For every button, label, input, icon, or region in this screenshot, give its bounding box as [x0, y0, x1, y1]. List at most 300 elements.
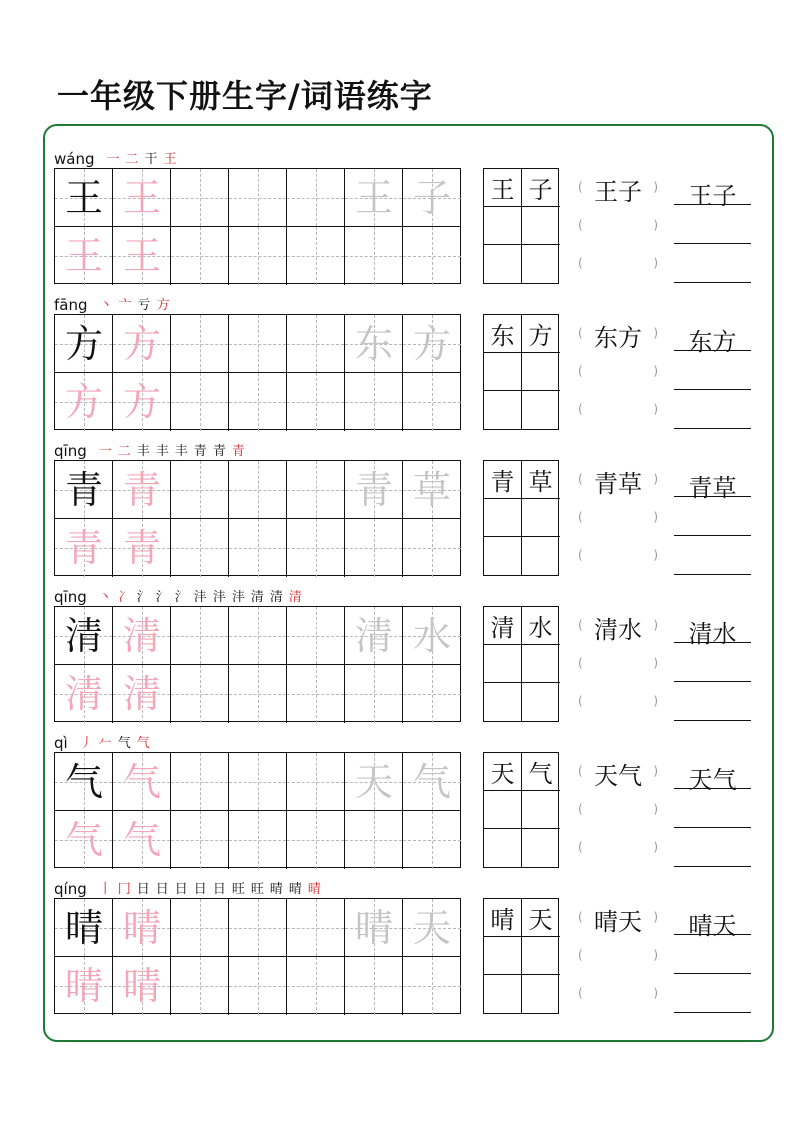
grid-cell[interactable] [287, 227, 345, 285]
pinyin-label: fāng [54, 296, 88, 314]
trace-char: 方 [64, 380, 103, 424]
paren-left: ( [578, 402, 583, 416]
grid-cell[interactable] [171, 899, 229, 957]
trace-char: 清 [122, 672, 161, 716]
grid-cell[interactable] [403, 753, 461, 811]
stroke-step: 方 [156, 298, 170, 313]
grid-cell[interactable] [287, 373, 345, 431]
paren-right: ) [653, 694, 658, 708]
writing-line[interactable] [674, 243, 751, 244]
grid-cell[interactable] [113, 607, 171, 665]
char-block-6 [54, 876, 754, 1016]
grid-cell[interactable] [55, 461, 113, 519]
pinyin-line [54, 730, 156, 752]
word-char: 王 [490, 176, 515, 204]
paren-right: ) [653, 510, 658, 524]
line-word: 青草 [688, 474, 737, 502]
grid-cell[interactable] [229, 665, 287, 723]
paren-right: ) [653, 402, 658, 416]
paren-row [578, 256, 658, 276]
word-cell[interactable] [484, 315, 522, 353]
grid-cell[interactable] [345, 753, 403, 811]
paren-left: ( [578, 694, 583, 708]
grid-cell[interactable] [171, 753, 229, 811]
grid-cell[interactable] [55, 607, 113, 665]
grid-cell[interactable] [113, 519, 171, 577]
stroke-step: 晴 [307, 882, 321, 897]
grid-cell[interactable] [403, 315, 461, 373]
grid-cell[interactable] [171, 373, 229, 431]
stroke-step: 清 [288, 590, 302, 605]
stroke-step: 清 [269, 590, 283, 605]
pinyin-label: qīng [54, 588, 87, 606]
paren-word: 清水 [594, 616, 642, 644]
word-cell[interactable] [484, 391, 522, 429]
stroke-step: 冂 [117, 882, 131, 897]
guide-line [316, 519, 317, 577]
word-cell[interactable] [484, 607, 522, 645]
grid-cell[interactable] [345, 373, 403, 431]
guide-line [432, 373, 433, 431]
grid-cell[interactable] [55, 169, 113, 227]
stroke-order [99, 882, 327, 898]
grid-cell[interactable] [403, 957, 461, 1015]
guide-line [374, 519, 375, 577]
writing-lines [674, 314, 751, 430]
trace-char: 王 [354, 176, 393, 220]
word-box [483, 752, 559, 868]
grid-cell[interactable] [171, 607, 229, 665]
grid-cell[interactable] [403, 811, 461, 869]
paren-row [578, 218, 658, 238]
word-char: 天 [490, 760, 515, 788]
grid-cell[interactable] [229, 519, 287, 577]
grid-cell[interactable] [345, 665, 403, 723]
guide-line [258, 461, 259, 518]
guide-line [432, 665, 433, 723]
paren-column [578, 758, 658, 868]
trace-char: 清 [354, 614, 393, 658]
stroke-step: 丨 [98, 882, 112, 897]
paren-row [578, 324, 658, 352]
word-cell[interactable] [484, 353, 522, 391]
grid-cell[interactable] [113, 461, 171, 519]
char-block-1 [54, 146, 754, 286]
word-cell[interactable] [484, 753, 522, 791]
guide-line [258, 899, 259, 956]
guide-line [200, 753, 201, 810]
word-cell[interactable] [522, 461, 560, 499]
grid-cell[interactable] [171, 665, 229, 723]
trace-char: 王 [64, 234, 103, 278]
grid-cell[interactable] [113, 753, 171, 811]
word-cell[interactable] [522, 207, 560, 245]
stroke-step: 晴 [288, 882, 302, 897]
grid-cell[interactable] [345, 899, 403, 957]
word-char: 清 [490, 614, 515, 642]
grid-cell[interactable] [403, 169, 461, 227]
word-box [483, 168, 559, 284]
paren-right: ) [653, 326, 658, 340]
paren-left: ( [578, 472, 583, 486]
paren-left: ( [578, 256, 583, 270]
word-cell[interactable] [484, 829, 522, 867]
word-cell[interactable] [522, 829, 560, 867]
stroke-step: 二 [125, 152, 139, 167]
guide-line [374, 957, 375, 1015]
grid-cell[interactable] [345, 811, 403, 869]
grid-cell[interactable] [229, 315, 287, 373]
model-char: 王 [64, 176, 103, 220]
grid-cell[interactable] [229, 899, 287, 957]
paren-row [578, 364, 658, 384]
paren-right: ) [653, 986, 658, 1000]
writing-lines [674, 168, 751, 284]
model-char: 晴 [64, 906, 103, 950]
paren-left: ( [578, 510, 583, 524]
writing-line[interactable] [674, 827, 751, 828]
guide-line [316, 811, 317, 869]
trace-char: 王 [122, 176, 161, 220]
trace-char: 草 [412, 468, 451, 512]
word-cell[interactable] [484, 683, 522, 721]
stroke-order [100, 298, 176, 314]
pinyin-label: qīng [54, 442, 87, 460]
writing-line[interactable] [674, 574, 751, 575]
stroke-step: 丶 [99, 298, 113, 313]
guide-line [200, 665, 201, 723]
grid-cell[interactable] [171, 315, 229, 373]
word-cell[interactable] [484, 975, 522, 1013]
writing-line[interactable] [674, 866, 751, 867]
word-cell[interactable] [484, 791, 522, 829]
grid-cell[interactable] [229, 227, 287, 285]
grid-cell[interactable] [345, 169, 403, 227]
grid-cell[interactable] [287, 315, 345, 373]
guide-line [258, 665, 259, 723]
grid-cell[interactable] [113, 227, 171, 285]
guide-line [316, 899, 317, 956]
writing-line[interactable] [674, 282, 751, 283]
paren-left: ( [578, 326, 583, 340]
grid-cell[interactable] [171, 169, 229, 227]
guide-line [316, 227, 317, 285]
paren-right: ) [653, 840, 658, 854]
trace-char: 晴 [122, 906, 161, 950]
trace-char: 天 [354, 760, 393, 804]
word-box [483, 314, 559, 430]
grid-cell[interactable] [229, 957, 287, 1015]
guide-line [432, 227, 433, 285]
guide-line [374, 373, 375, 431]
word-char: 晴 [490, 906, 515, 934]
guide-line [432, 519, 433, 577]
stroke-step: 冫 [117, 590, 131, 605]
stroke-step: 丿 [79, 736, 93, 751]
guide-line [258, 607, 259, 664]
word-char: 天 [528, 906, 553, 934]
paren-left: ( [578, 548, 583, 562]
word-cell[interactable] [522, 607, 560, 645]
word-cell[interactable] [484, 899, 522, 937]
paren-row [578, 178, 658, 206]
word-char: 子 [528, 176, 553, 204]
paren-left: ( [578, 218, 583, 232]
grid-cell[interactable] [229, 753, 287, 811]
grid-cell[interactable] [287, 519, 345, 577]
paren-column [578, 466, 658, 576]
stroke-step: 清 [250, 590, 264, 605]
guide-line [316, 607, 317, 664]
word-cell[interactable] [522, 683, 560, 721]
writing-line[interactable] [674, 973, 751, 974]
grid-cell[interactable] [287, 461, 345, 519]
trace-char: 水 [412, 614, 451, 658]
stroke-step: 晴 [269, 882, 283, 897]
word-cell[interactable] [522, 353, 560, 391]
word-cell[interactable] [522, 791, 560, 829]
grid-cell[interactable] [287, 899, 345, 957]
grid-cell[interactable] [229, 373, 287, 431]
grid-cell[interactable] [171, 519, 229, 577]
trace-char: 子 [412, 176, 451, 220]
grid-cell[interactable] [403, 665, 461, 723]
pinyin-line [54, 292, 176, 314]
word-cell[interactable] [522, 975, 560, 1013]
model-char: 青 [64, 468, 103, 512]
word-char: 草 [528, 468, 553, 496]
trace-char: 清 [64, 672, 103, 716]
grid-cell[interactable] [229, 169, 287, 227]
grid-cell[interactable] [403, 899, 461, 957]
paren-left: ( [578, 618, 583, 632]
guide-line [258, 753, 259, 810]
word-cell[interactable] [522, 499, 560, 537]
word-box [483, 460, 559, 576]
word-cell[interactable] [484, 537, 522, 575]
trace-char: 青 [122, 468, 161, 512]
pinyin-line [54, 876, 327, 898]
grid-cell[interactable] [403, 519, 461, 577]
trace-char: 方 [412, 322, 451, 366]
grid-cell[interactable] [345, 461, 403, 519]
writing-line[interactable] [674, 720, 751, 721]
trace-char: 气 [122, 760, 161, 804]
trace-char: 青 [122, 526, 161, 570]
guide-line [200, 315, 201, 372]
grid-cell[interactable] [55, 373, 113, 431]
trace-char: 清 [122, 614, 161, 658]
grid-cell[interactable] [287, 665, 345, 723]
stroke-step: 氵 [155, 590, 169, 605]
paren-row [578, 762, 658, 790]
grid-cell[interactable] [345, 519, 403, 577]
word-cell[interactable] [484, 499, 522, 537]
word-cell[interactable] [522, 753, 560, 791]
word-cell[interactable] [484, 207, 522, 245]
grid-cell[interactable] [287, 811, 345, 869]
stroke-order [99, 590, 308, 606]
word-cell[interactable] [484, 645, 522, 683]
grid-cell[interactable] [229, 811, 287, 869]
guide-line [432, 811, 433, 869]
writing-line[interactable] [674, 1012, 751, 1013]
grid-cell[interactable] [171, 227, 229, 285]
grid-cell[interactable] [113, 665, 171, 723]
grid-cell[interactable] [55, 315, 113, 373]
grid-cell[interactable] [55, 227, 113, 285]
stroke-step: 丰 [174, 444, 188, 459]
practice-grid [54, 460, 461, 576]
pinyin-line [54, 146, 183, 168]
grid-cell[interactable] [345, 315, 403, 373]
writing-line[interactable] [674, 389, 751, 390]
paren-row [578, 908, 658, 936]
paren-left: ( [578, 910, 583, 924]
grid-cell[interactable] [55, 519, 113, 577]
paren-row [578, 470, 658, 498]
trace-char: 晴 [122, 964, 161, 1008]
paren-word: 晴天 [594, 908, 642, 936]
grid-cell[interactable] [55, 957, 113, 1015]
grid-cell[interactable] [171, 957, 229, 1015]
grid-cell[interactable] [287, 753, 345, 811]
guide-line [374, 227, 375, 285]
trace-char: 青 [64, 526, 103, 570]
word-cell[interactable] [484, 937, 522, 975]
guide-line [200, 519, 201, 577]
paren-right: ) [653, 948, 658, 962]
word-cell[interactable] [484, 245, 522, 283]
grid-cell[interactable] [113, 373, 171, 431]
word-cell[interactable] [522, 899, 560, 937]
grid-cell[interactable] [171, 811, 229, 869]
paren-right: ) [653, 256, 658, 270]
paren-right: ) [653, 180, 658, 194]
guide-line [200, 607, 201, 664]
trace-char: 气 [412, 760, 451, 804]
grid-cell[interactable] [403, 607, 461, 665]
trace-char: 方 [122, 380, 161, 424]
stroke-step: 青 [231, 444, 245, 459]
grid-cell[interactable] [287, 957, 345, 1015]
paren-word: 青草 [594, 470, 642, 498]
word-cell[interactable] [522, 315, 560, 353]
practice-grid [54, 898, 461, 1014]
pinyin-label: wáng [54, 150, 95, 168]
paren-column [578, 904, 658, 1014]
grid-cell[interactable] [55, 811, 113, 869]
paren-row [578, 402, 658, 422]
grid-cell[interactable] [55, 753, 113, 811]
guide-line [200, 169, 201, 226]
paren-column [578, 612, 658, 722]
stroke-step: 干 [144, 152, 158, 167]
paren-left: ( [578, 948, 583, 962]
paren-right: ) [653, 364, 658, 378]
practice-grid [54, 752, 461, 868]
word-cell[interactable] [522, 245, 560, 283]
grid-cell[interactable] [55, 665, 113, 723]
word-char: 方 [528, 322, 553, 350]
stroke-step: 日 [174, 882, 188, 897]
trace-char: 青 [354, 468, 393, 512]
stroke-step: 𠂉 [98, 736, 112, 751]
grid-cell[interactable] [171, 461, 229, 519]
grid-cell[interactable] [403, 461, 461, 519]
writing-line[interactable] [674, 681, 751, 682]
grid-cell[interactable] [287, 169, 345, 227]
guide-line [200, 461, 201, 518]
grid-cell[interactable] [345, 607, 403, 665]
paren-right: ) [653, 548, 658, 562]
grid-cell[interactable] [55, 899, 113, 957]
stroke-order [107, 152, 183, 168]
guide-line [316, 957, 317, 1015]
grid-cell[interactable] [113, 315, 171, 373]
paren-left: ( [578, 840, 583, 854]
word-char: 气 [528, 760, 553, 788]
word-char: 水 [528, 614, 553, 642]
paren-left: ( [578, 656, 583, 670]
guide-line [316, 169, 317, 226]
trace-char: 晴 [64, 964, 103, 1008]
grid-cell[interactable] [403, 227, 461, 285]
writing-line[interactable] [674, 428, 751, 429]
word-char: 东 [490, 322, 515, 350]
word-cell[interactable] [522, 169, 560, 207]
grid-cell[interactable] [113, 899, 171, 957]
grid-cell[interactable] [229, 461, 287, 519]
paren-word: 东方 [594, 324, 642, 352]
word-cell[interactable] [484, 461, 522, 499]
grid-cell[interactable] [229, 607, 287, 665]
guide-line [316, 665, 317, 723]
grid-cell[interactable] [345, 957, 403, 1015]
word-cell[interactable] [522, 937, 560, 975]
word-cell[interactable] [522, 645, 560, 683]
paren-right: ) [653, 764, 658, 778]
stroke-step: 旺 [231, 882, 245, 897]
guide-line [374, 811, 375, 869]
model-char: 方 [64, 322, 103, 366]
stroke-step: 一 [106, 152, 120, 167]
stroke-step: 王 [163, 152, 177, 167]
paren-left: ( [578, 802, 583, 816]
grid-cell[interactable] [287, 607, 345, 665]
guide-line [258, 169, 259, 226]
trace-char: 气 [122, 818, 161, 862]
stroke-step: 沣 [231, 590, 245, 605]
word-cell[interactable] [484, 169, 522, 207]
paren-row [578, 986, 658, 1006]
word-cell[interactable] [522, 537, 560, 575]
grid-cell[interactable] [113, 957, 171, 1015]
line-word: 东方 [688, 328, 737, 356]
grid-cell[interactable] [113, 169, 171, 227]
writing-line[interactable] [674, 535, 751, 536]
guide-line [316, 373, 317, 431]
model-char: 气 [64, 760, 103, 804]
grid-cell[interactable] [345, 227, 403, 285]
stroke-step: 气 [136, 736, 150, 751]
paren-row [578, 616, 658, 644]
grid-cell[interactable] [403, 373, 461, 431]
word-cell[interactable] [522, 391, 560, 429]
grid-cell[interactable] [113, 811, 171, 869]
guide-line [258, 315, 259, 372]
stroke-step: 青 [212, 444, 226, 459]
